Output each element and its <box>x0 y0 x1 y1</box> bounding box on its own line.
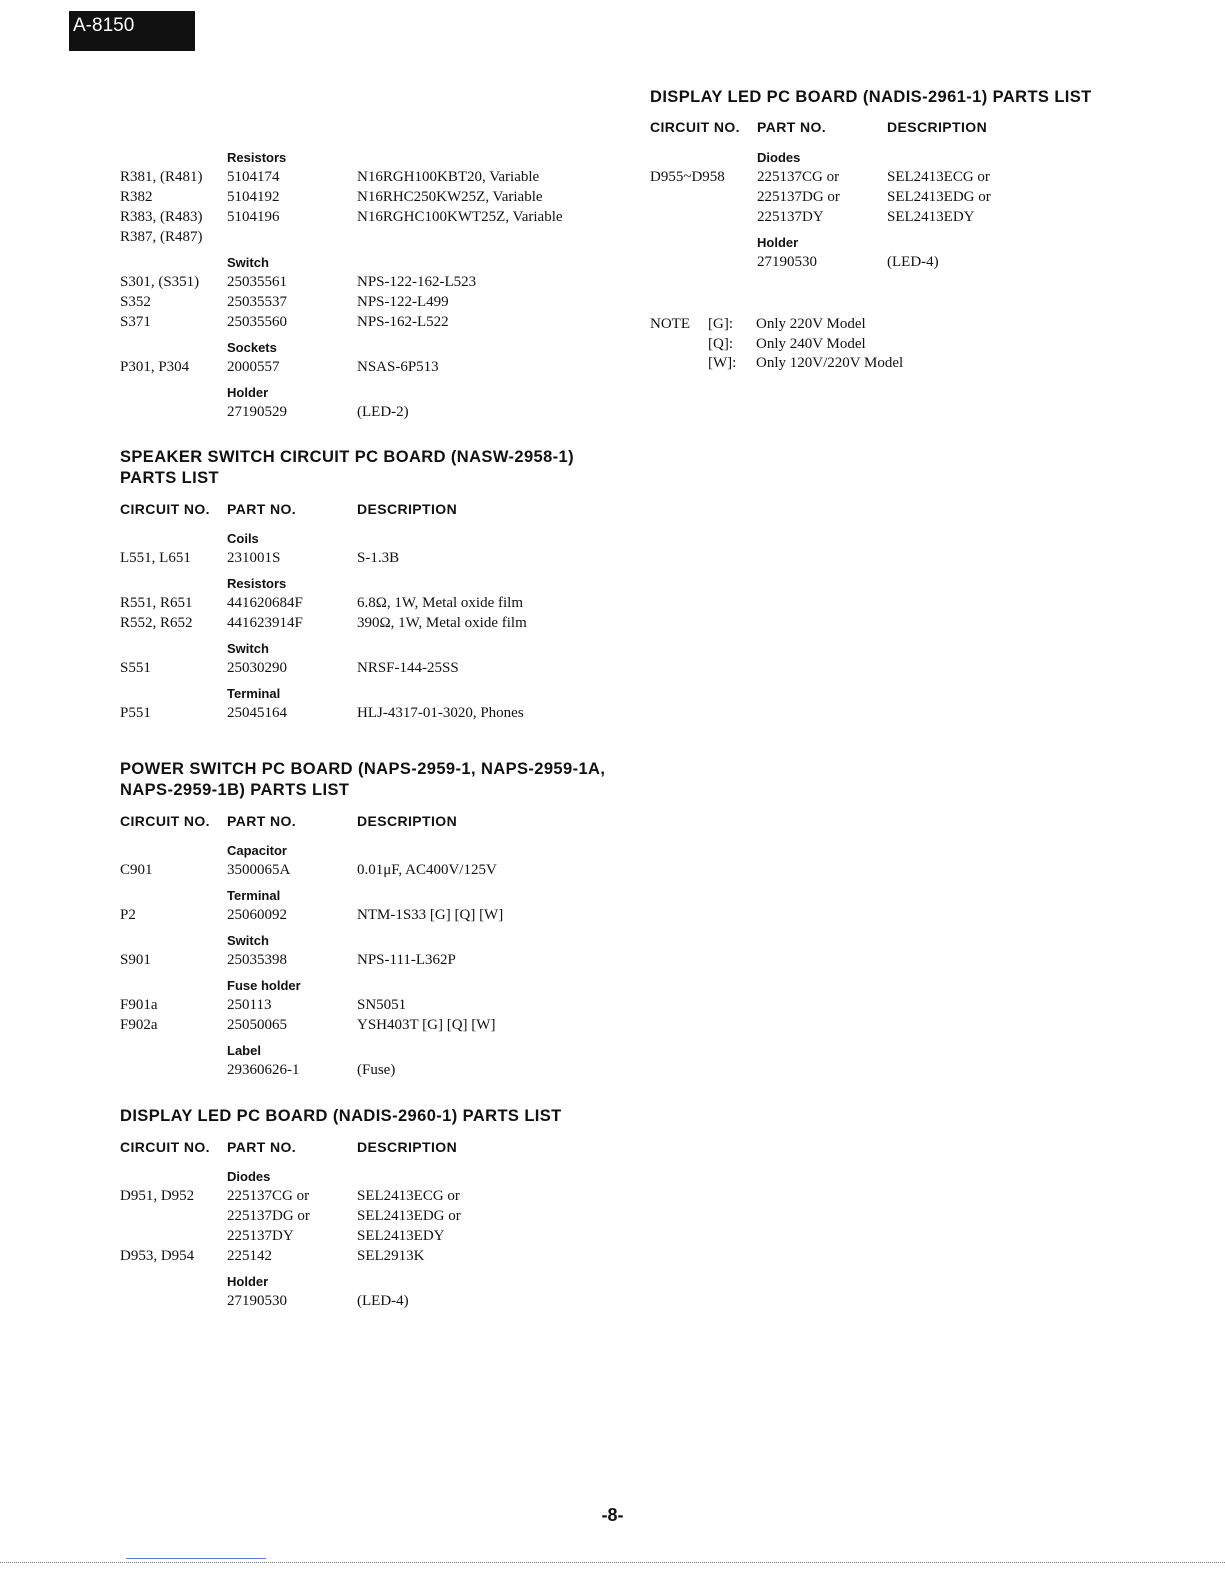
circuit-no: F902a <box>120 1017 158 1033</box>
circuit-no: S371 <box>120 314 151 330</box>
part-no: 27190529 <box>227 404 287 420</box>
parts-group <box>120 886 660 925</box>
category-label: Label <box>227 1043 261 1058</box>
description: 390Ω, 1W, Metal oxide film <box>357 615 527 631</box>
parts-row <box>120 613 660 633</box>
category-label: Coils <box>227 531 259 546</box>
parts-row <box>120 207 660 227</box>
column-header-circuit: CIRCUIT NO. <box>120 501 210 517</box>
part-no: 25035537 <box>227 294 287 310</box>
circuit-no: R381, (R481) <box>120 169 203 185</box>
category-label: Diodes <box>227 1169 271 1184</box>
display-2960-column-headers <box>120 1139 660 1159</box>
description: SEL2413EDY <box>357 1228 445 1244</box>
parts-row <box>650 187 1170 207</box>
part-no: 225137DY <box>227 1228 294 1244</box>
column-header-part: PART NO. <box>227 813 297 829</box>
parts-group <box>120 148 660 247</box>
display-2960-groups <box>120 1167 660 1311</box>
parts-row <box>650 167 1170 187</box>
parts-row <box>120 402 660 422</box>
circuit-no: S301, (S351) <box>120 274 200 290</box>
continued-groups <box>120 148 660 422</box>
speaker-switch-section <box>120 447 660 723</box>
parts-row <box>120 860 660 880</box>
circuit-no: R552, R652 <box>120 615 193 631</box>
parts-group <box>120 639 660 678</box>
circuit-no: D951, D952 <box>120 1188 195 1204</box>
page-tag: A-8150 <box>69 11 195 51</box>
note-row <box>650 314 1050 334</box>
parts-group <box>120 253 660 332</box>
parts-row <box>120 950 660 970</box>
description: (LED-2) <box>357 404 409 420</box>
parts-group <box>120 383 660 422</box>
continued-parts-list <box>120 148 660 422</box>
column-header-circuit: CIRCUIT NO. <box>120 1139 210 1155</box>
column-header-description: DESCRIPTION <box>887 119 988 135</box>
column-header-part: PART NO. <box>757 119 827 135</box>
scan-edge-mark <box>126 1558 266 1559</box>
category-label: Switch <box>227 641 269 656</box>
column-header-circuit: CIRCUIT NO. <box>650 119 740 135</box>
description: SEL2413EDG or <box>357 1208 461 1224</box>
parts-row <box>120 703 660 723</box>
parts-group <box>120 574 660 633</box>
power-switch-column-headers <box>120 813 660 833</box>
note-code: [W]: <box>708 355 737 371</box>
circuit-no: D953, D954 <box>120 1248 195 1264</box>
description: NSAS-6P513 <box>357 359 439 375</box>
parts-group <box>120 1167 660 1266</box>
display-2960-title: DISPLAY LED PC BOARD (NADIS-2960-1) PARTS LIST <box>120 1107 562 1125</box>
parts-row <box>120 1226 660 1246</box>
parts-row <box>120 593 660 613</box>
part-no: 225142 <box>227 1248 272 1264</box>
circuit-no: C901 <box>120 862 153 878</box>
part-no: 5104174 <box>227 169 280 185</box>
part-no: 441620684F <box>227 595 303 611</box>
note-row <box>650 353 1050 373</box>
note-row <box>650 334 1050 354</box>
description: SEL2413ECG or <box>357 1188 460 1204</box>
part-no: 5104196 <box>227 209 280 225</box>
power-switch-title <box>120 759 660 801</box>
note-text: Only 120V/220V Model <box>756 355 904 371</box>
circuit-no: P301, P304 <box>120 359 190 375</box>
note-code: [G]: <box>708 316 733 332</box>
column-header-circuit: CIRCUIT NO. <box>120 813 210 829</box>
part-no: 25050065 <box>227 1017 287 1033</box>
description: SEL2413EDY <box>887 209 975 225</box>
note-text: Only 240V Model <box>756 335 866 352</box>
note-label: NOTE <box>650 316 690 332</box>
parts-row <box>120 548 660 568</box>
speaker-switch-column-headers <box>120 501 660 521</box>
circuit-no: R387, (R487) <box>120 229 203 245</box>
part-no: 29360626-1 <box>227 1062 300 1078</box>
circuit-no: S551 <box>120 660 151 676</box>
parts-row <box>120 995 660 1015</box>
description: NPS-122-162-L523 <box>357 274 477 290</box>
description: SEL2413EDG or <box>887 189 991 205</box>
notes <box>650 314 1050 373</box>
part-no: 27190530 <box>757 254 817 270</box>
circuit-no: L551, L651 <box>120 550 191 566</box>
description: N16RGHC100KWT25Z, Variable <box>357 209 563 225</box>
category-label: Holder <box>227 1274 269 1289</box>
category-label: Sockets <box>227 340 277 355</box>
description: NTM-1S33 [G] [Q] [W] <box>357 907 504 923</box>
scan-edge-line <box>0 1562 1225 1563</box>
description: (LED-4) <box>887 254 939 270</box>
parts-row <box>120 292 660 312</box>
parts-group <box>120 1041 660 1080</box>
circuit-no: R551, R651 <box>120 595 193 611</box>
parts-row <box>120 1060 660 1080</box>
power-switch-title-line2: NAPS-2959-1B) PARTS LIST <box>120 781 350 799</box>
category-label: Switch <box>227 255 269 270</box>
category-label: Terminal <box>227 686 281 701</box>
circuit-no: S352 <box>120 294 151 310</box>
column-header-description: DESCRIPTION <box>357 501 458 517</box>
note-text: Only 220V Model <box>756 316 866 332</box>
speaker-switch-title-line1: SPEAKER SWITCH CIRCUIT PC BOARD (NASW-2958-1) <box>120 448 575 466</box>
power-switch-title-line1: POWER SWITCH PC BOARD (NAPS-2959-1, NAPS-2959-1A, <box>120 760 606 778</box>
circuit-no: S901 <box>120 952 151 968</box>
parts-group <box>120 1272 660 1311</box>
part-no: 27190530 <box>227 1293 287 1309</box>
description: SN5051 <box>357 997 407 1013</box>
parts-row <box>120 272 660 292</box>
description: NPS-122-L499 <box>357 294 449 310</box>
description: (LED-4) <box>357 1293 409 1309</box>
category-label: Resistors <box>227 576 287 591</box>
speaker-switch-groups <box>120 529 660 723</box>
description: (Fuse) <box>357 1062 396 1078</box>
part-no: 2000557 <box>227 359 280 375</box>
circuit-no: D955~D958 <box>650 169 725 185</box>
column-header-description: DESCRIPTION <box>357 1139 458 1155</box>
parts-group <box>120 338 660 377</box>
display-2961-column-headers <box>650 119 1170 139</box>
category-label: Fuse holder <box>227 978 301 993</box>
category-label: Terminal <box>227 888 281 903</box>
page-number: -8- <box>601 1505 624 1525</box>
column-header-description: DESCRIPTION <box>357 813 458 829</box>
part-no: 25035561 <box>227 274 287 290</box>
part-no: 225137DY <box>757 209 824 225</box>
display-2960-section <box>120 1106 660 1311</box>
description: S-1.3B <box>357 550 400 566</box>
display-2961-title: DISPLAY LED PC BOARD (NADIS-2961-1) PARTS LIST <box>650 88 1092 106</box>
description: SEL2413ECG or <box>887 169 990 185</box>
part-no: 25035398 <box>227 952 287 968</box>
description: SEL2913K <box>357 1248 425 1264</box>
category-label: Holder <box>227 385 269 400</box>
part-no: 225137DG or <box>227 1208 310 1224</box>
part-no: 25030290 <box>227 660 287 676</box>
display-2961-groups <box>650 148 1170 272</box>
parts-group <box>120 841 660 880</box>
parts-row <box>120 167 660 187</box>
parts-row <box>120 1246 660 1266</box>
category-label: Capacitor <box>227 843 287 858</box>
part-no: 225137DG or <box>757 189 840 205</box>
part-no: 5104192 <box>227 189 280 205</box>
part-no: 25045164 <box>227 705 287 721</box>
category-label: Diodes <box>757 150 801 165</box>
parts-row <box>120 187 660 207</box>
description: N16RGH100KBT20, Variable <box>357 169 540 185</box>
speaker-switch-title <box>120 447 660 489</box>
part-no: 441623914F <box>227 615 303 631</box>
part-no: 25060092 <box>227 907 287 923</box>
parts-row <box>650 207 1170 227</box>
part-no: 225137CG or <box>227 1188 310 1204</box>
parts-row <box>120 1015 660 1035</box>
category-label: Holder <box>757 235 799 250</box>
circuit-no: F901a <box>120 997 158 1013</box>
display-2961-section <box>650 87 1170 272</box>
part-no: 250113 <box>227 997 272 1013</box>
parts-group <box>120 931 660 970</box>
parts-row <box>120 312 660 332</box>
description: NPS-111-L362P <box>357 952 456 968</box>
circuit-no: P551 <box>120 705 151 721</box>
parts-row <box>120 1206 660 1226</box>
note-code: [Q]: <box>708 335 733 352</box>
parts-row <box>120 227 660 247</box>
parts-row <box>120 658 660 678</box>
description: YSH403T [G] [Q] [W] <box>357 1017 496 1033</box>
parts-group <box>650 233 1170 272</box>
description: HLJ-4317-01-3020, Phones <box>357 705 524 721</box>
column-header-part: PART NO. <box>227 1139 297 1155</box>
description: 6.8Ω, 1W, Metal oxide film <box>357 595 523 611</box>
parts-row <box>120 1186 660 1206</box>
speaker-switch-title-line2: PARTS LIST <box>120 469 220 487</box>
description: NPS-162-L522 <box>357 314 449 330</box>
description: N16RHC250KW25Z, Variable <box>357 189 543 205</box>
power-switch-section <box>120 759 660 1080</box>
parts-group <box>120 976 660 1035</box>
part-no: 231001S <box>227 550 281 566</box>
category-label: Switch <box>227 933 269 948</box>
part-no: 25035560 <box>227 314 287 330</box>
parts-group <box>650 148 1170 227</box>
parts-row <box>650 252 1170 272</box>
category-label: Resistors <box>227 150 287 165</box>
description: 0.01μF, AC400V/125V <box>357 862 497 878</box>
circuit-no: R382 <box>120 189 153 205</box>
parts-group <box>120 529 660 568</box>
parts-row <box>120 1291 660 1311</box>
parts-group <box>120 684 660 723</box>
circuit-no: P2 <box>120 907 136 923</box>
column-header-part: PART NO. <box>227 501 297 517</box>
description: NRSF-144-25SS <box>357 660 459 676</box>
power-switch-groups <box>120 841 660 1080</box>
circuit-no: R383, (R483) <box>120 209 203 225</box>
parts-row <box>120 357 660 377</box>
part-no: 3500065A <box>227 862 291 878</box>
parts-row <box>120 905 660 925</box>
part-no: 225137CG or <box>757 169 840 185</box>
